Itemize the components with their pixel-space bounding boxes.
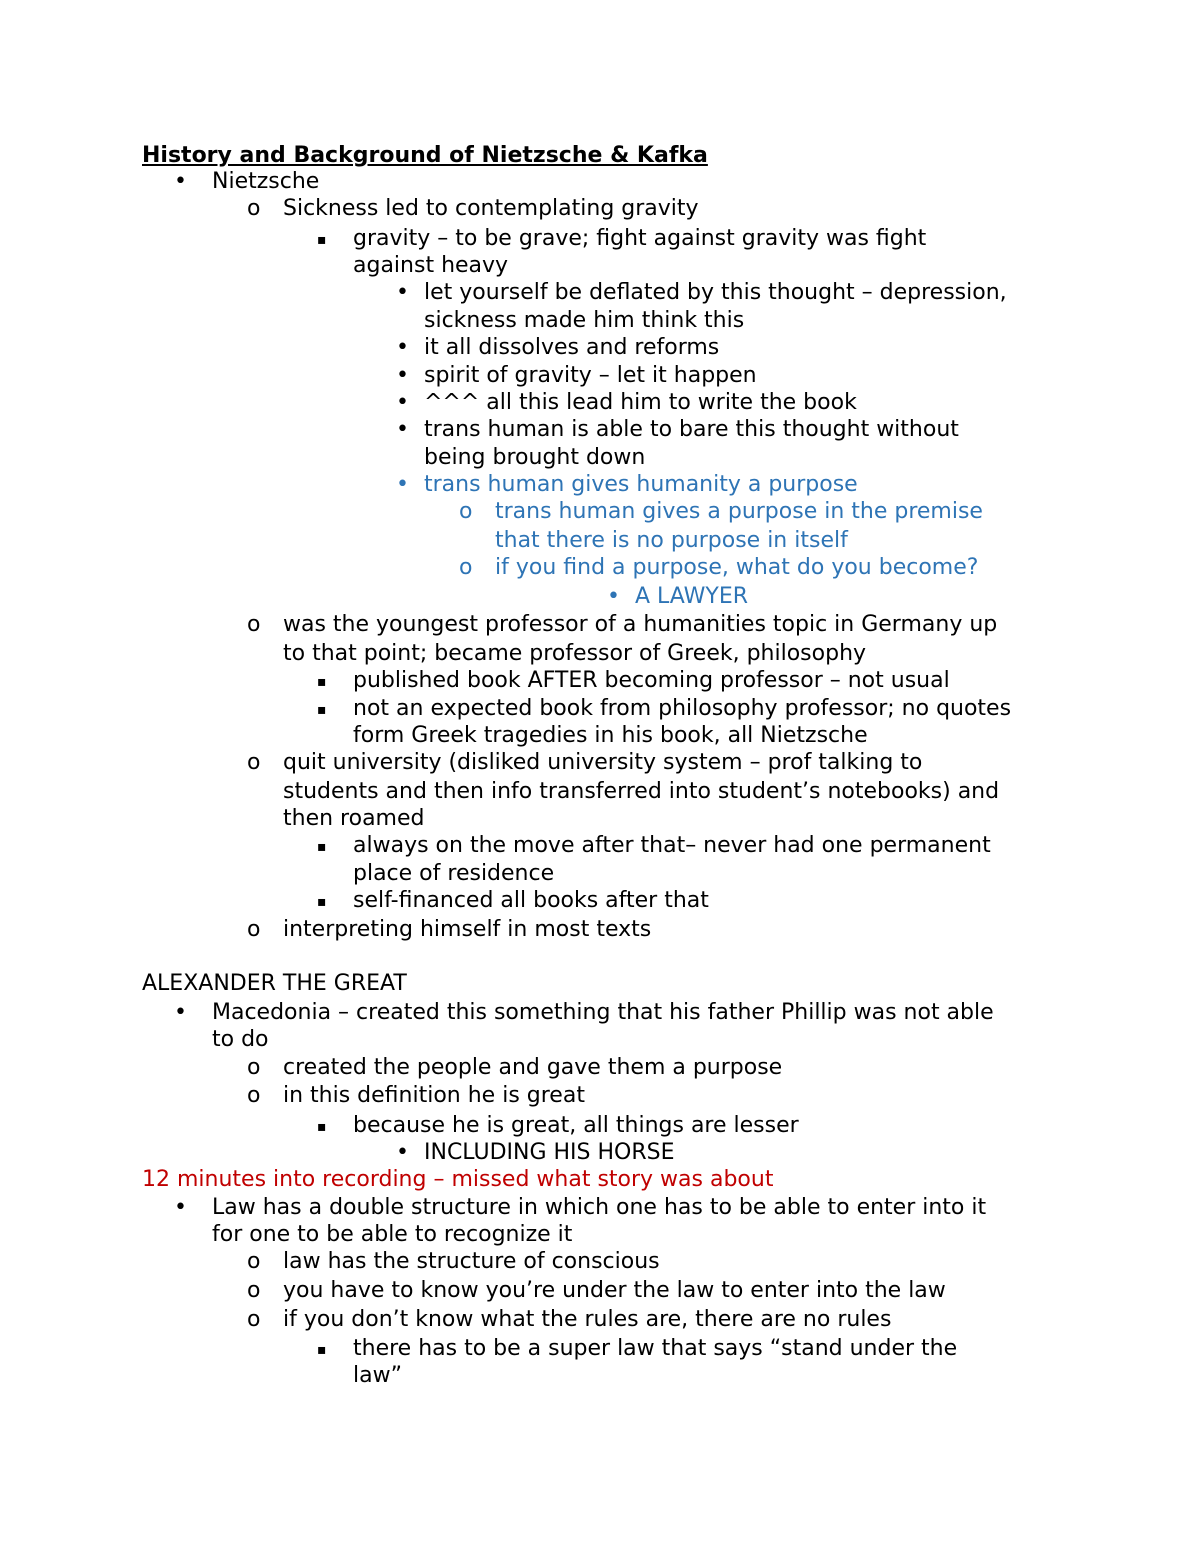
note-line: INCLUDING HIS HORSE bbox=[424, 1140, 675, 1165]
bullet-level4-icon: • bbox=[396, 363, 409, 388]
note-line: then roamed bbox=[283, 806, 425, 831]
blue-note-line: A LAWYER bbox=[635, 584, 749, 609]
note-line: always on the move after that– never had one permanent bbox=[353, 833, 991, 858]
blue-note-line: trans human gives humanity a purpose bbox=[424, 472, 858, 497]
blue-note-line: that there is no purpose in itself bbox=[495, 528, 848, 553]
note-line: place of residence bbox=[353, 861, 555, 886]
note-line: law” bbox=[353, 1363, 402, 1388]
note-line: form Greek tragedies in his book, all Nietzsche bbox=[353, 723, 868, 748]
bullet-level3-icon: ▪ bbox=[317, 232, 327, 248]
bullet-level2-icon: o bbox=[247, 1249, 261, 1274]
bullet-level4-icon: • bbox=[396, 472, 409, 497]
bullet-level3-icon: ▪ bbox=[317, 1119, 327, 1135]
note-line: was the youngest professor of a humanities topic in Germany up bbox=[283, 612, 998, 637]
bullet-level4-icon: • bbox=[396, 417, 409, 442]
note-line: quit university (disliked university system – prof talking to bbox=[283, 750, 923, 775]
blue-note-line: if you find a purpose, what do you become? bbox=[495, 555, 979, 580]
red-note-line: 12 minutes into recording – missed what story was about bbox=[142, 1167, 774, 1192]
note-line: if you don’t know what the rules are, there are no rules bbox=[283, 1307, 892, 1332]
bullet-level2-icon: o bbox=[247, 1278, 261, 1303]
note-line: to that point; became professor of Greek, philosophy bbox=[283, 641, 867, 666]
note-line: students and then info transferred into student’s notebooks) and bbox=[283, 779, 1000, 804]
note-line: let yourself be deflated by this thought – depression, bbox=[424, 280, 1007, 305]
note-line: to do bbox=[212, 1027, 269, 1052]
note-line: sickness made him think this bbox=[424, 308, 745, 333]
bullet-level4-icon: • bbox=[396, 1140, 409, 1165]
bullet-level3-icon: ▪ bbox=[317, 702, 327, 718]
bullet-level1-icon: • bbox=[174, 169, 187, 194]
bullet-level2-icon: o bbox=[247, 612, 261, 637]
note-line: interpreting himself in most texts bbox=[283, 917, 652, 942]
bullet-level4-icon: • bbox=[396, 390, 409, 415]
note-line: because he is great, all things are lesser bbox=[353, 1113, 799, 1138]
note-line: Nietzsche bbox=[212, 169, 320, 194]
bullet-level2-icon: o bbox=[247, 196, 261, 221]
bullet-level3-icon: ▪ bbox=[317, 1342, 327, 1358]
note-line: Law has a double structure in which one has to be able to enter into it bbox=[212, 1195, 987, 1220]
note-line: Sickness led to contemplating gravity bbox=[283, 196, 699, 221]
note-line: there has to be a super law that says “stand under the bbox=[353, 1336, 958, 1361]
bullet-level2-icon: o bbox=[247, 1055, 261, 1080]
bullet-level4-icon: • bbox=[607, 584, 620, 609]
note-line: ALEXANDER THE GREAT bbox=[142, 971, 407, 996]
bullet-level1-icon: • bbox=[174, 1000, 187, 1025]
note-line: law has the structure of conscious bbox=[283, 1249, 660, 1274]
note-line: trans human is able to bare this thought without bbox=[424, 417, 959, 442]
note-line: gravity – to be grave; fight against gravity was fight bbox=[353, 226, 927, 251]
note-line: self-financed all books after that bbox=[353, 888, 709, 913]
note-line: being brought down bbox=[424, 445, 646, 470]
bullet-level3-icon: ▪ bbox=[317, 674, 327, 690]
notes-document bbox=[0, 141, 1200, 1401]
note-line: published book AFTER becoming professor – not usual bbox=[353, 668, 950, 693]
note-line: created the people and gave them a purpose bbox=[283, 1055, 783, 1080]
bullet-level4-icon: • bbox=[396, 280, 409, 305]
bullet-level2-icon: o bbox=[247, 750, 261, 775]
bullet-level3-icon: ▪ bbox=[317, 894, 327, 910]
bullet-level2-icon: o bbox=[247, 1307, 261, 1332]
note-line: spirit of gravity – let it happen bbox=[424, 363, 757, 388]
bullet-level4-icon: • bbox=[396, 335, 409, 360]
note-line: it all dissolves and reforms bbox=[424, 335, 720, 360]
note-line: you have to know you’re under the law to enter into the law bbox=[283, 1278, 946, 1303]
bullet-level2-icon: o bbox=[247, 917, 261, 942]
blue-note-line: trans human gives a purpose in the premise bbox=[495, 499, 983, 524]
note-line: ^^^ all this lead him to write the book bbox=[424, 390, 857, 415]
note-line: for one to be able to recognize it bbox=[212, 1222, 573, 1247]
bullet-level2-icon: o bbox=[459, 499, 473, 524]
document-title: History and Background of Nietzsche & Kafka bbox=[142, 143, 708, 168]
bullet-level3-icon: ▪ bbox=[317, 839, 327, 855]
note-line: against heavy bbox=[353, 253, 509, 278]
note-line: not an expected book from philosophy professor; no quotes bbox=[353, 696, 1012, 721]
bullet-level2-icon: o bbox=[247, 1083, 261, 1108]
note-line: Macedonia – created this something that his father Phillip was not able bbox=[212, 1000, 994, 1025]
bullet-level2-icon: o bbox=[459, 555, 473, 580]
note-line: in this definition he is great bbox=[283, 1083, 585, 1108]
bullet-level1-icon: • bbox=[174, 1195, 187, 1220]
